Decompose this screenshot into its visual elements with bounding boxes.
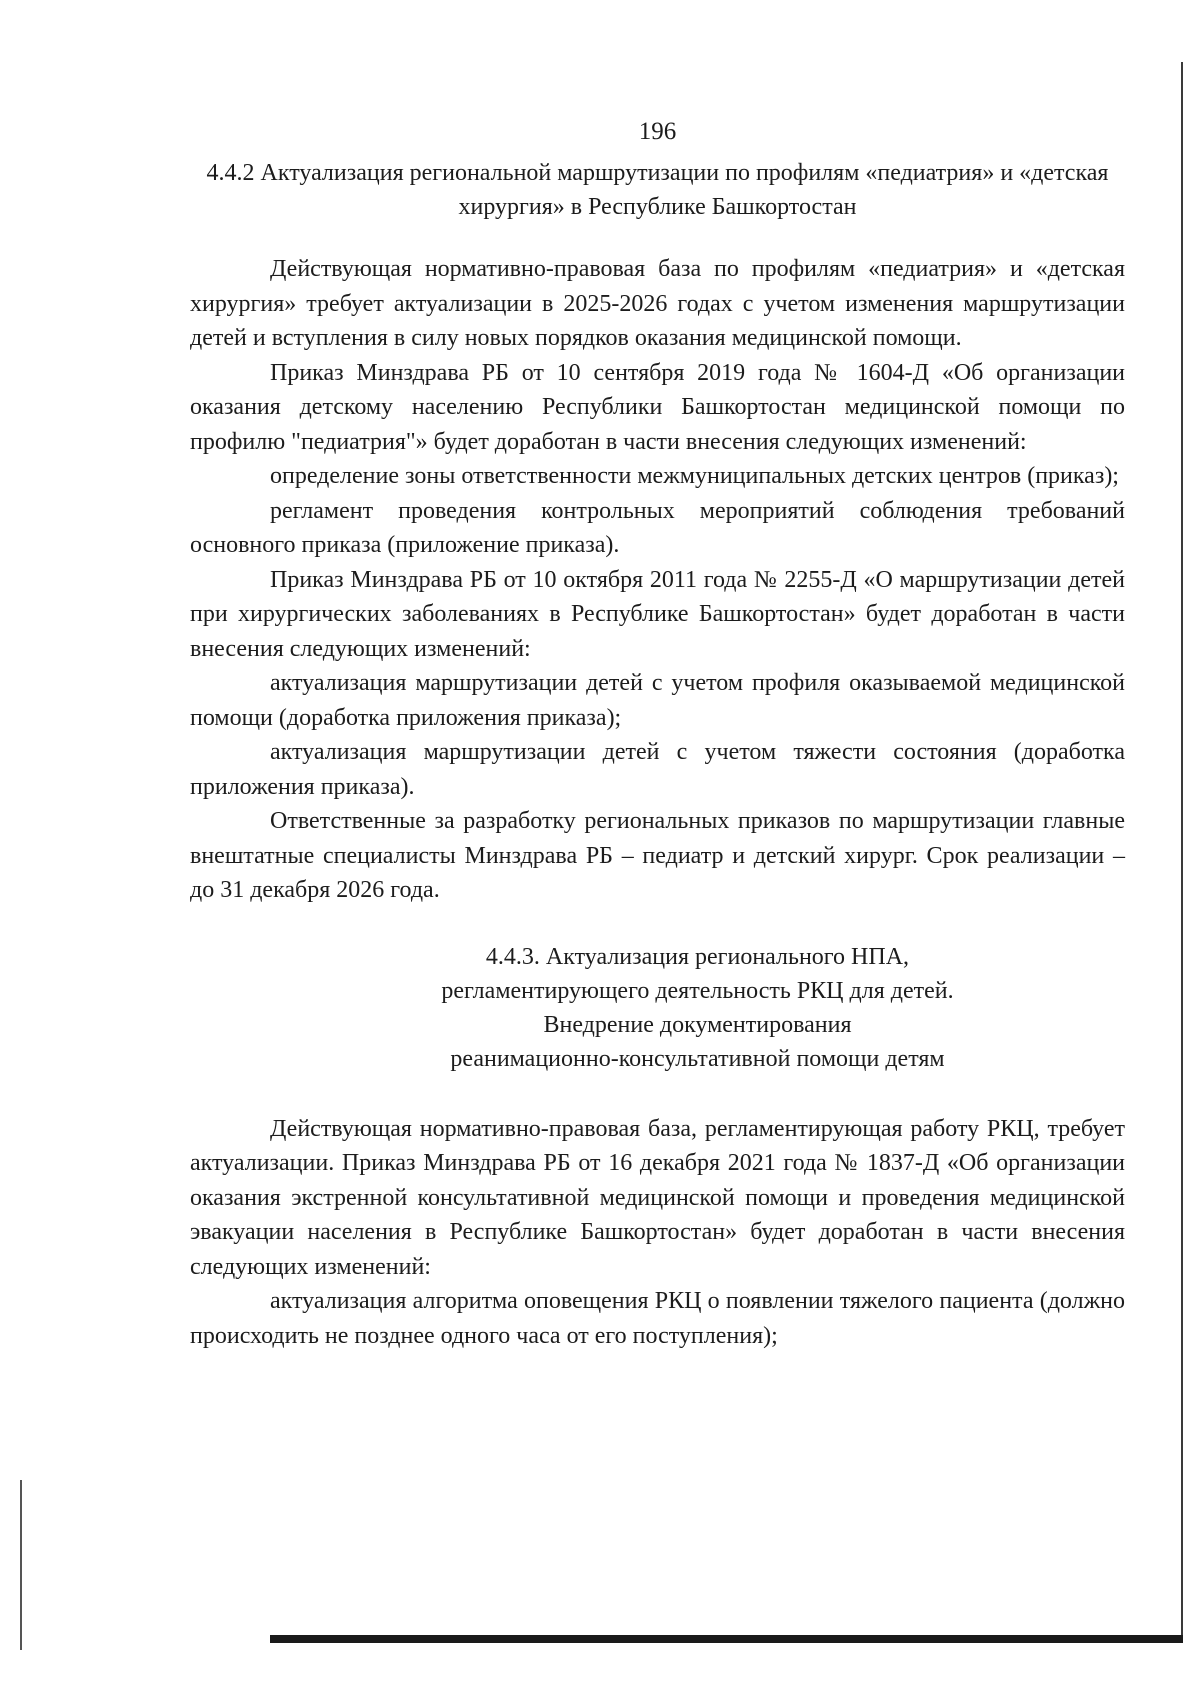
- list-item: актуализация алгоритма оповещения РКЦ о появлении тяжелого пациента (должно происходить не позднее одного часа от его поступления);: [190, 1288, 1125, 1349]
- heading-line: Внедрение документирования: [543, 1011, 852, 1038]
- paragraph: Действующая нормативно-правовая база по профилям «педиатрия» и «детская хирургия» требует актуализации в 2025-2026 годах с учетом изменения маршрутизации детей и вступления в силу новых порядков оказания медицинской помощи.: [190, 256, 1125, 351]
- paragraph: Действующая нормативно-правовая база, регламентирующая работу РКЦ, требует актуализации. Приказ Минздрава РБ от 16 декабря 2021 года № 1837-Д «Об организации оказания экстренной консультативной медицинской помощи и проведения медицинской эвакуации населения в Республике Башкортостан» будет доработан в части внесения следующих изменений:: [190, 1115, 1125, 1280]
- scan-border-left: [20, 1480, 22, 1650]
- section-443-heading: [190, 940, 1125, 1076]
- heading-line: регламентирующего деятельность РКЦ для детей.: [441, 977, 954, 1004]
- document-page: [190, 118, 1125, 1353]
- scan-border-bottom: [270, 1635, 1183, 1643]
- list-item: определение зоны ответственности межмуниципальных детских центров (приказ);: [270, 463, 1119, 489]
- heading-line: реанимационно-консультативной помощи детям: [450, 1045, 945, 1072]
- heading-line: 4.4.3. Актуализация регионального НПА,: [485, 943, 910, 970]
- page-number: 196: [638, 118, 677, 145]
- section-442-body: [190, 252, 1125, 908]
- paragraph: Приказ Минздрава РБ от 10 сентября 2019 года № 1604-Д «Об организации оказания детскому населению Республики Башкортостан медицинской помощи по профилю "педиатрия"» будет доработан в части внесения следующих изменений:: [190, 359, 1125, 455]
- scan-border-right: [1181, 62, 1183, 1640]
- paragraph: Ответственные за разработку региональных приказов по маршрутизации главные внештатные специалисты Минздрава РБ – педиатр и детский хирург. Срок реализации – до 31 декабря 2026 года.: [190, 808, 1125, 903]
- section-442-heading: 4.4.2 Актуализация региональной маршрутизации по профилям «педиатрия» и «детская хирургия» в Республике Башкортостан: [206, 160, 1109, 220]
- paragraph: Приказ Минздрава РБ от 10 октября 2011 года № 2255-Д «О маршрутизации детей при хирургических заболеваниях в Республике Башкортостан» будет доработан в части внесения следующих изменений:: [190, 566, 1125, 662]
- section-443-body: [190, 1112, 1125, 1354]
- list-item: актуализация маршрутизации детей с учетом тяжести состояния (доработка приложения приказа).: [190, 739, 1125, 800]
- list-item: регламент проведения контрольных мероприятий соблюдения требований основного приказа (приложение приказа).: [190, 497, 1125, 558]
- list-item: актуализация маршрутизации детей с учетом профиля оказываемой медицинской помощи (доработка приложения приказа);: [190, 670, 1125, 731]
